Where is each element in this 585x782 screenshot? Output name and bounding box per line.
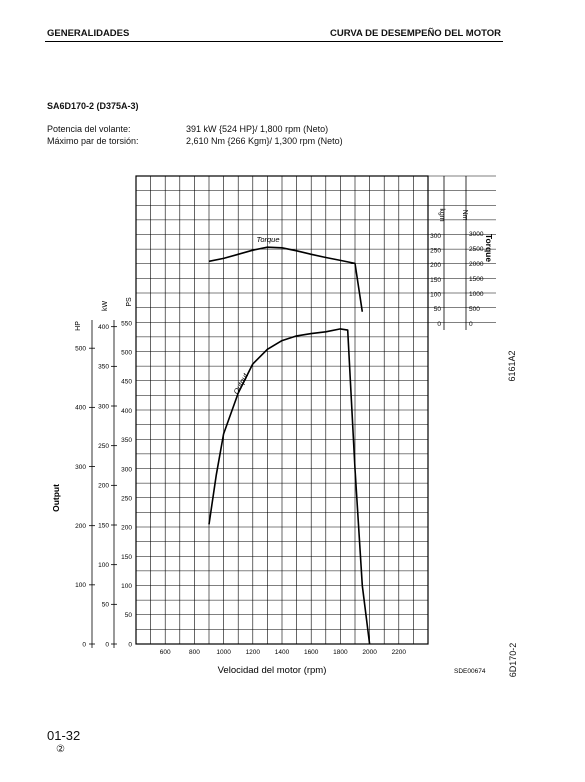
torque-curve-label: Torque: [256, 235, 280, 244]
nm-tick-label: 1500: [469, 275, 484, 283]
ps-unit-label: PS: [126, 297, 133, 307]
kw-tick-label: 150: [98, 522, 109, 530]
spec-value-torque: 2,610 Nm {266 Kgm}/ 1,300 rpm (Neto): [186, 136, 343, 146]
nm-tick-label: 2000: [469, 260, 484, 268]
kgm-tick-label: 50: [433, 306, 441, 314]
spec-label-torque: Máximo par de torsión:: [47, 136, 139, 146]
ps-tick-label: 500: [121, 349, 132, 357]
x-tick-label: 1200: [245, 649, 261, 656]
side-code-1: 6161A2: [507, 350, 517, 382]
ps-tick-label: 100: [121, 582, 132, 590]
nm-tick-label: 2500: [469, 246, 484, 254]
ps-tick-label: 250: [121, 495, 132, 503]
x-tick-label: 1400: [274, 649, 290, 656]
kw-unit-label: kW: [102, 300, 109, 312]
hp-tick-label: 500: [75, 345, 86, 353]
kgm-unit-label: kgm: [438, 208, 445, 222]
hp-unit-label: HP: [75, 321, 82, 331]
ps-tick-label: 450: [121, 378, 132, 386]
output-curve-label: Output: [231, 371, 251, 396]
side-code-2: 6D170-2: [508, 642, 518, 678]
x-tick-label: 2200: [391, 649, 407, 656]
nm-tick-label: 1000: [469, 290, 484, 298]
hp-tick-label: 300: [75, 463, 86, 471]
hp-tick-label: 200: [75, 522, 86, 530]
nm-tick-label: 500: [469, 305, 480, 313]
x-tick-label: 1800: [333, 649, 348, 656]
torque-axis-label: Torque: [484, 233, 494, 263]
hp-tick-label: 0: [82, 641, 86, 649]
nm-tick-label: 3000: [469, 231, 484, 239]
output-curve: [209, 329, 370, 644]
ps-tick-label: 550: [121, 320, 132, 328]
nm-tick-label: 0: [469, 320, 473, 328]
output-axis-label: Output: [51, 484, 61, 512]
kgm-tick-label: 300: [430, 232, 441, 240]
chart-grid: [136, 176, 496, 644]
kw-tick-label: 400: [98, 323, 109, 331]
ps-tick-label: 300: [121, 466, 132, 474]
kw-tick-label: 250: [98, 442, 109, 450]
x-tick-label: 1000: [216, 649, 231, 656]
ps-tick-label: 50: [124, 612, 132, 620]
ps-tick-label: 0: [128, 641, 132, 649]
kw-tick-label: 300: [98, 403, 109, 411]
kw-tick-label: 200: [98, 482, 109, 490]
kgm-tick-label: 150: [430, 276, 441, 284]
ps-tick-label: 150: [121, 553, 132, 561]
revision-mark: ②: [56, 744, 65, 755]
nm-unit-label: Nm: [461, 209, 468, 221]
ps-tick-label: 200: [121, 524, 132, 532]
chart-code: SDE00674: [454, 668, 486, 675]
kw-tick-label: 50: [101, 601, 109, 609]
x-axis-label: Velocidad del motor (rpm): [217, 665, 327, 676]
hp-tick-label: 100: [75, 582, 86, 590]
spec-label-power: Potencia del volante:: [47, 124, 131, 134]
x-tick-label: 800: [188, 649, 200, 656]
ps-tick-label: 400: [121, 407, 132, 415]
kw-tick-label: 0: [105, 641, 109, 649]
torque-curve: [209, 247, 362, 312]
x-tick-label: 600: [159, 649, 171, 656]
x-tick-label: 1600: [303, 649, 319, 656]
header-left: GENERALIDADES: [47, 28, 130, 39]
kgm-tick-label: 0: [437, 320, 441, 328]
ps-tick-label: 350: [121, 437, 132, 445]
header-right: CURVA DE DESEMPEÑO DEL MOTOR: [329, 28, 501, 39]
kw-tick-label: 100: [98, 561, 109, 569]
hp-tick-label: 400: [75, 404, 86, 412]
kgm-tick-label: 100: [430, 291, 441, 299]
kgm-tick-label: 200: [430, 262, 441, 270]
kgm-tick-label: 250: [430, 247, 441, 255]
kw-tick-label: 350: [98, 363, 109, 371]
x-tick-label: 2000: [362, 649, 377, 656]
model-title: SA6D170-2 (D375A-3): [47, 101, 139, 111]
page-number: 01-32: [47, 728, 81, 743]
spec-value-power: 391 kW {524 HP}/ 1,800 rpm (Neto): [186, 124, 329, 134]
